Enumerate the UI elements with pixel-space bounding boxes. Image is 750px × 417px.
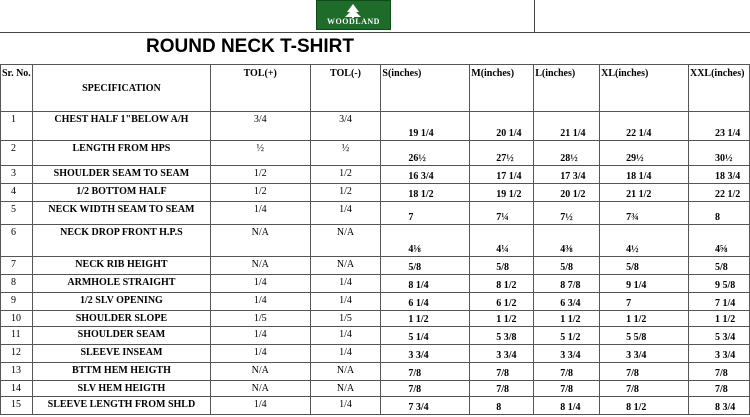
cell-spec: 1/2 SLV OPENING bbox=[32, 293, 210, 311]
cell-m: 8 bbox=[470, 397, 534, 415]
cell-l: 5 1/2 bbox=[534, 327, 600, 345]
cell-tol-plus: 1/4 bbox=[210, 327, 310, 345]
cell-l: 3 3/4 bbox=[534, 345, 600, 363]
col-header-tol-minus: TOL(-) bbox=[310, 65, 381, 112]
cell-tol-plus: 1/2 bbox=[210, 184, 310, 202]
cell-xl: 7¾ bbox=[600, 202, 689, 225]
cell-spec: SHOULDER SLOPE bbox=[32, 311, 210, 327]
cell-xxl: 30½ bbox=[688, 141, 749, 166]
table-row bbox=[1, 202, 750, 225]
cell-m: 5/8 bbox=[470, 257, 534, 275]
cell-xl: 3 3/4 bbox=[600, 345, 689, 363]
cell-tol-plus: N/A bbox=[210, 363, 310, 381]
cell-xxl: 5 3/4 bbox=[688, 327, 749, 345]
cell-xxl: 9 5/8 bbox=[688, 275, 749, 293]
cell-s: 19 1/4 bbox=[381, 112, 470, 141]
cell-spec: 1/2 BOTTOM HALF bbox=[32, 184, 210, 202]
cell-xxl: 8 3/4 bbox=[688, 397, 749, 415]
col-header-tol-plus: TOL(+) bbox=[210, 65, 310, 112]
cell-tol-minus: N/A bbox=[310, 225, 381, 257]
cell-xl: 4½ bbox=[600, 225, 689, 257]
cell-spec: NECK DROP FRONT H.P.S bbox=[32, 225, 210, 257]
col-header-xxl: XXL(inches) bbox=[688, 65, 749, 112]
top-rule bbox=[0, 32, 750, 33]
table-row bbox=[1, 363, 750, 381]
cell-tol-plus: N/A bbox=[210, 225, 310, 257]
cell-m: 4¼ bbox=[470, 225, 534, 257]
cell-spec: SHOULDER SEAM TO SEAM bbox=[32, 166, 210, 184]
cell-xl: 7/8 bbox=[600, 381, 689, 397]
cell-sr: 6 bbox=[1, 225, 33, 257]
table-row bbox=[1, 112, 750, 141]
cell-tol-plus: 1/4 bbox=[210, 275, 310, 293]
cell-spec: ARMHOLE STRAIGHT bbox=[32, 275, 210, 293]
cell-tol-minus: 1/4 bbox=[310, 293, 381, 311]
table-row bbox=[1, 381, 750, 397]
cell-tol-plus: 1/5 bbox=[210, 311, 310, 327]
cell-s: 7 bbox=[381, 202, 470, 225]
cell-sr: 4 bbox=[1, 184, 33, 202]
cell-m: 20 1/4 bbox=[470, 112, 534, 141]
cell-l: 4⅜ bbox=[534, 225, 600, 257]
cell-xl: 21 1/2 bbox=[600, 184, 689, 202]
page-title: ROUND NECK T-SHIRT bbox=[146, 36, 354, 57]
cell-s: 7 3/4 bbox=[381, 397, 470, 415]
cell-spec: SLEEVE INSEAM bbox=[32, 345, 210, 363]
cell-sr: 9 bbox=[1, 293, 33, 311]
cell-s: 6 1/4 bbox=[381, 293, 470, 311]
cell-tol-minus: 1/4 bbox=[310, 202, 381, 225]
col-header-sr: Sr. No. bbox=[1, 65, 33, 112]
cell-tol-plus: 1/4 bbox=[210, 397, 310, 415]
table-row bbox=[1, 275, 750, 293]
cell-tol-minus: 1/4 bbox=[310, 327, 381, 345]
cell-xl: 7 bbox=[600, 293, 689, 311]
cell-s: 26½ bbox=[381, 141, 470, 166]
cell-l: 5/8 bbox=[534, 257, 600, 275]
cell-tol-minus: 3/4 bbox=[310, 112, 381, 141]
header-right-box bbox=[534, 0, 750, 32]
cell-s: 18 1/2 bbox=[381, 184, 470, 202]
cell-l: 7/8 bbox=[534, 381, 600, 397]
cell-sr: 1 bbox=[1, 112, 33, 141]
cell-s: 8 1/4 bbox=[381, 275, 470, 293]
cell-m: 6 1/2 bbox=[470, 293, 534, 311]
cell-spec: SLEEVE LENGTH FROM SHLD bbox=[32, 397, 210, 415]
cell-tol-minus: N/A bbox=[310, 381, 381, 397]
col-header-xl: XL(inches) bbox=[600, 65, 689, 112]
cell-sr: 14 bbox=[1, 381, 33, 397]
cell-l: 1 1/2 bbox=[534, 311, 600, 327]
cell-m: 7/8 bbox=[470, 363, 534, 381]
cell-m: 19 1/2 bbox=[470, 184, 534, 202]
cell-xl: 29½ bbox=[600, 141, 689, 166]
cell-xxl: 5/8 bbox=[688, 257, 749, 275]
cell-xl: 1 1/2 bbox=[600, 311, 689, 327]
cell-xxl: 23 1/4 bbox=[688, 112, 749, 141]
cell-tol-minus: N/A bbox=[310, 257, 381, 275]
spec-table bbox=[0, 64, 750, 415]
cell-s: 3 3/4 bbox=[381, 345, 470, 363]
cell-tol-plus: N/A bbox=[210, 257, 310, 275]
cell-spec: LENGTH FROM HPS bbox=[32, 141, 210, 166]
cell-l: 17 3/4 bbox=[534, 166, 600, 184]
cell-xxl: 3 3/4 bbox=[688, 345, 749, 363]
cell-m: 1 1/2 bbox=[470, 311, 534, 327]
cell-spec: BTTM HEM HEIGTH bbox=[32, 363, 210, 381]
cell-sr: 8 bbox=[1, 275, 33, 293]
cell-s: 7/8 bbox=[381, 381, 470, 397]
cell-spec: CHEST HALF 1"BELOW A/H bbox=[32, 112, 210, 141]
cell-spec: SLV HEM HEIGTH bbox=[32, 381, 210, 397]
cell-sr: 13 bbox=[1, 363, 33, 381]
cell-m: 7/8 bbox=[470, 381, 534, 397]
cell-tol-plus: ½ bbox=[210, 141, 310, 166]
cell-spec: SHOULDER SEAM bbox=[32, 327, 210, 345]
col-header-spec: SPECIFICATION bbox=[32, 65, 210, 112]
cell-m: 3 3/4 bbox=[470, 345, 534, 363]
cell-xxl: 8 bbox=[688, 202, 749, 225]
col-header-s: S(inches) bbox=[381, 65, 470, 112]
table-row bbox=[1, 141, 750, 166]
cell-s: 5/8 bbox=[381, 257, 470, 275]
cell-sr: 3 bbox=[1, 166, 33, 184]
table-row bbox=[1, 166, 750, 184]
cell-xxl: 18 3/4 bbox=[688, 166, 749, 184]
cell-spec: NECK WIDTH SEAM TO SEAM bbox=[32, 202, 210, 225]
cell-sr: 12 bbox=[1, 345, 33, 363]
cell-tol-plus: 1/4 bbox=[210, 293, 310, 311]
cell-sr: 7 bbox=[1, 257, 33, 275]
cell-tol-minus: ½ bbox=[310, 141, 381, 166]
cell-l: 20 1/2 bbox=[534, 184, 600, 202]
cell-l: 7/8 bbox=[534, 363, 600, 381]
header-row bbox=[1, 65, 750, 112]
cell-xxl: 4⅝ bbox=[688, 225, 749, 257]
cell-tol-minus: 1/2 bbox=[310, 184, 381, 202]
cell-xl: 18 1/4 bbox=[600, 166, 689, 184]
cell-sr: 15 bbox=[1, 397, 33, 415]
cell-l: 6 3/4 bbox=[534, 293, 600, 311]
cell-xl: 22 1/4 bbox=[600, 112, 689, 141]
cell-xxl: 7 1/4 bbox=[688, 293, 749, 311]
cell-m: 17 1/4 bbox=[470, 166, 534, 184]
logo-text: WOODLAND bbox=[327, 17, 380, 26]
cell-tol-minus: 1/4 bbox=[310, 345, 381, 363]
cell-s: 4⅛ bbox=[381, 225, 470, 257]
cell-tol-minus: N/A bbox=[310, 363, 381, 381]
cell-m: 8 1/2 bbox=[470, 275, 534, 293]
cell-sr: 2 bbox=[1, 141, 33, 166]
cell-m: 27½ bbox=[470, 141, 534, 166]
cell-sr: 10 bbox=[1, 311, 33, 327]
cell-xl: 5/8 bbox=[600, 257, 689, 275]
table-row bbox=[1, 293, 750, 311]
cell-s: 5 1/4 bbox=[381, 327, 470, 345]
cell-m: 7¼ bbox=[470, 202, 534, 225]
table-row bbox=[1, 397, 750, 415]
cell-xl: 8 1/2 bbox=[600, 397, 689, 415]
cell-xl: 9 1/4 bbox=[600, 275, 689, 293]
brand-logo bbox=[316, 0, 391, 30]
cell-l: 7½ bbox=[534, 202, 600, 225]
cell-tol-minus: 1/4 bbox=[310, 397, 381, 415]
col-header-m: M(inches) bbox=[470, 65, 534, 112]
cell-xxl: 7/8 bbox=[688, 381, 749, 397]
cell-l: 21 1/4 bbox=[534, 112, 600, 141]
cell-tol-plus: N/A bbox=[210, 381, 310, 397]
table-row bbox=[1, 225, 750, 257]
table-row bbox=[1, 311, 750, 327]
cell-tol-plus: 1/4 bbox=[210, 345, 310, 363]
cell-xxl: 1 1/2 bbox=[688, 311, 749, 327]
table-row bbox=[1, 345, 750, 363]
cell-tol-minus: 1/2 bbox=[310, 166, 381, 184]
cell-xl: 7/8 bbox=[600, 363, 689, 381]
cell-tol-plus: 3/4 bbox=[210, 112, 310, 141]
cell-tol-plus: 1/2 bbox=[210, 166, 310, 184]
cell-spec: NECK RIB HEIGHT bbox=[32, 257, 210, 275]
cell-l: 28½ bbox=[534, 141, 600, 166]
cell-xxl: 7/8 bbox=[688, 363, 749, 381]
cell-tol-plus: 1/4 bbox=[210, 202, 310, 225]
cell-xl: 5 5/8 bbox=[600, 327, 689, 345]
cell-sr: 11 bbox=[1, 327, 33, 345]
col-header-l: L(inches) bbox=[534, 65, 600, 112]
cell-xxl: 22 1/2 bbox=[688, 184, 749, 202]
cell-s: 16 3/4 bbox=[381, 166, 470, 184]
table-row bbox=[1, 327, 750, 345]
cell-m: 5 3/8 bbox=[470, 327, 534, 345]
table-row bbox=[1, 257, 750, 275]
cell-s: 1 1/2 bbox=[381, 311, 470, 327]
cell-l: 8 1/4 bbox=[534, 397, 600, 415]
table-row bbox=[1, 184, 750, 202]
cell-s: 7/8 bbox=[381, 363, 470, 381]
cell-tol-minus: 1/5 bbox=[310, 311, 381, 327]
cell-sr: 5 bbox=[1, 202, 33, 225]
cell-l: 8 7/8 bbox=[534, 275, 600, 293]
cell-tol-minus: 1/4 bbox=[310, 275, 381, 293]
